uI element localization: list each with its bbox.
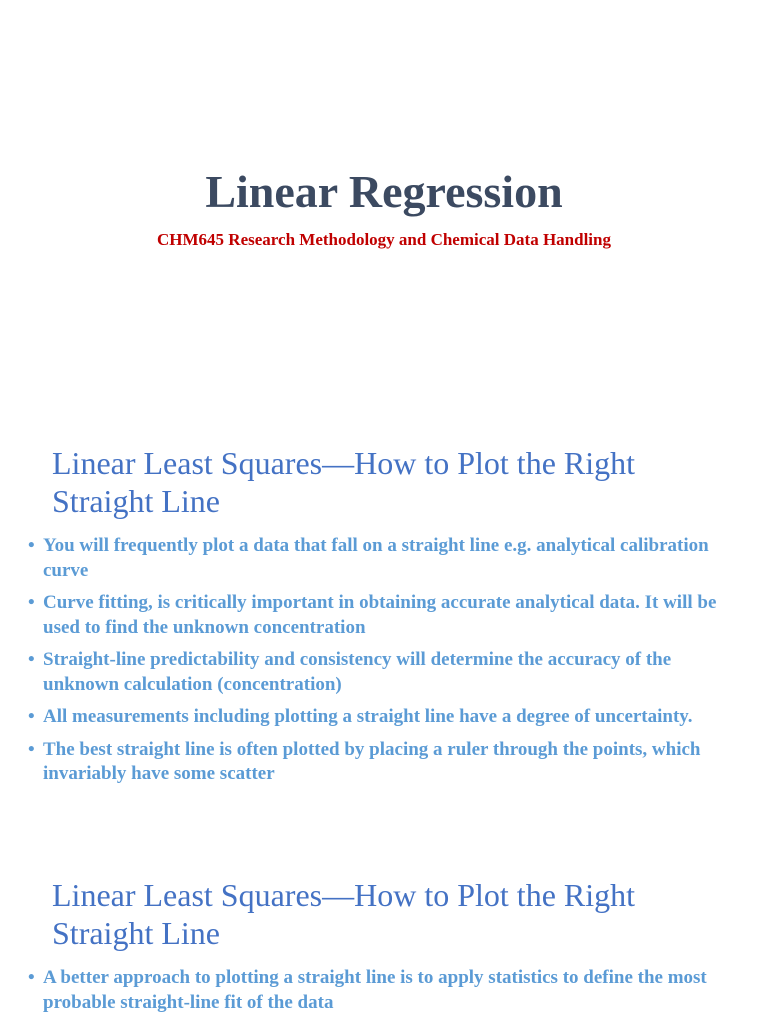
bullet-item	[28, 591, 748, 640]
bullet-item	[28, 966, 748, 1015]
slide-heading-line-2: Straight Line	[52, 915, 220, 951]
bullet-item	[28, 738, 748, 787]
bullet-dot-icon: •	[28, 535, 35, 556]
bullet-text: A better approach to plotting a straight line is to apply statistics to define the most probable straight-line fit of the data	[43, 967, 707, 1013]
bullet-text: Straight-line predictability and consistency will determine the accuracy of the unknown calculation (concentration)	[43, 649, 672, 695]
bullet-text: The best straight line is often plotted by placing a ruler through the points, which invariably have some scatter	[43, 738, 701, 784]
bullet-item	[28, 648, 748, 697]
slide-heading-line-1: Linear Least Squares—How to Plot the Right	[52, 877, 636, 913]
bullet-dot-icon: •	[28, 706, 35, 727]
bullet-dot-icon: •	[28, 592, 35, 613]
bullet-item	[28, 534, 748, 583]
bullet-text: You will frequently plot a data that fall on a straight line e.g. analytical calibration curve	[43, 535, 709, 581]
slide-heading	[52, 876, 752, 952]
slide-heading	[52, 444, 752, 520]
slide-heading-line-1: Linear Least Squares—How to Plot the Right	[52, 445, 636, 481]
slide-heading-line-2: Straight Line	[52, 483, 220, 519]
bullet-dot-icon: •	[28, 967, 35, 988]
presentation-subtitle: CHM645 Research Methodology and Chemical Data Handling	[157, 230, 611, 249]
bullet-dot-icon: •	[28, 649, 35, 670]
bullet-text: All measurements including plotting a straight line have a degree of uncertainty.	[43, 706, 693, 727]
bullet-text: Curve fitting, is critically important in obtaining accurate analytical data. It will be used to find the unknown concentration	[43, 592, 717, 638]
bullet-item	[28, 705, 748, 730]
bullet-list	[28, 966, 748, 1023]
title-slide	[0, 0, 768, 432]
presentation-title: Linear Regression	[205, 166, 563, 217]
content-slide-least-squares	[0, 432, 768, 864]
content-slide-least-squares-continued	[0, 864, 768, 1024]
bullet-list	[28, 534, 748, 795]
bullet-dot-icon: •	[28, 738, 35, 760]
